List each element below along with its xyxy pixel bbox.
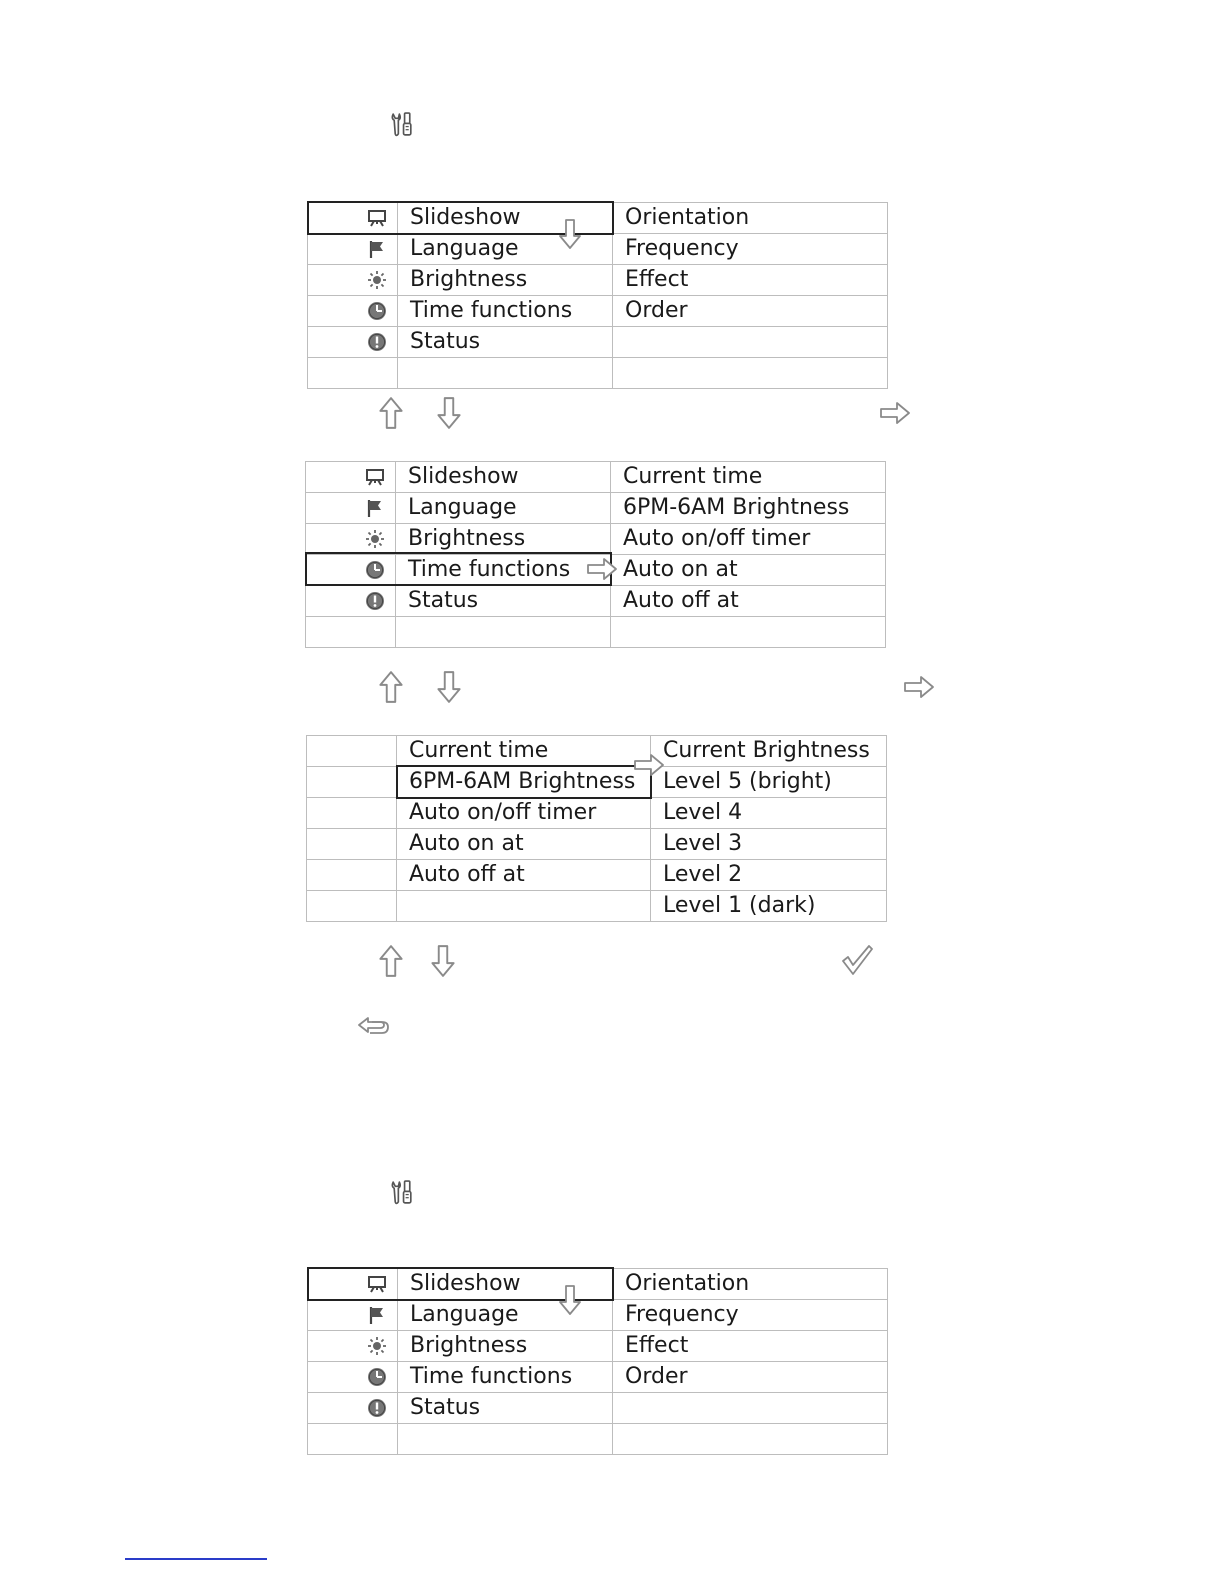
- menu-row[interactable]: [308, 1300, 888, 1331]
- back-icon: [356, 1014, 390, 1038]
- down-arrow-icon: [558, 1282, 582, 1318]
- slideshow-icon: [308, 203, 398, 234]
- menu-row[interactable]: [308, 296, 888, 327]
- menu-item-label[interactable]: Auto off at: [397, 860, 651, 891]
- menu-row[interactable]: [308, 1331, 888, 1362]
- menu-item-label[interactable]: Slideshow: [396, 462, 611, 493]
- submenu-item-label[interactable]: Current time: [611, 462, 886, 493]
- menu-table-2: [305, 461, 886, 648]
- menu-item-label[interactable]: Language: [398, 234, 613, 265]
- status-icon: [308, 327, 398, 358]
- right-arrow-icon: [879, 401, 911, 425]
- down-arrow-icon: [436, 396, 462, 430]
- menu-row[interactable]: [307, 829, 887, 860]
- submenu-item-label[interactable]: Level 1 (dark): [651, 891, 887, 922]
- brightness-icon: [306, 524, 396, 555]
- submenu-item-label[interactable]: Frequency: [613, 234, 888, 265]
- menu-row[interactable]: [307, 736, 887, 767]
- submenu-item-label[interactable]: 6PM-6AM Brightness: [611, 493, 886, 524]
- menu-row[interactable]: [307, 860, 887, 891]
- slideshow-icon: [306, 462, 396, 493]
- submenu-item-label[interactable]: Order: [613, 1362, 888, 1393]
- brightness-icon: [308, 265, 398, 296]
- menu-item-label: [397, 891, 651, 922]
- up-arrow-icon: [378, 670, 404, 704]
- menu-row[interactable]: [307, 798, 887, 829]
- submenu-item-label[interactable]: Order: [613, 296, 888, 327]
- checkmark-icon: [841, 944, 873, 976]
- down-arrow-icon: [436, 670, 462, 704]
- footer-link-underline[interactable]: [125, 1558, 267, 1560]
- menu-item-label[interactable]: Brightness: [398, 1331, 613, 1362]
- language-flag-icon: [306, 493, 396, 524]
- menu-item-label[interactable]: Status: [398, 327, 613, 358]
- menu-item-label[interactable]: Status: [398, 1393, 613, 1424]
- menu-row[interactable]: [308, 327, 888, 358]
- menu-item-label[interactable]: Language: [396, 493, 611, 524]
- menu-item-label[interactable]: Language: [398, 1300, 613, 1331]
- time-functions-icon: [308, 296, 398, 327]
- menu-item-label[interactable]: Slideshow: [398, 1269, 613, 1300]
- menu-row[interactable]: [308, 234, 888, 265]
- menu-row[interactable]: [308, 265, 888, 296]
- submenu-item-label[interactable]: [613, 1393, 888, 1424]
- menu-item-label[interactable]: 6PM-6AM Brightness: [397, 767, 651, 798]
- menu-row[interactable]: [307, 891, 887, 922]
- menu-row: [306, 617, 886, 648]
- menu-item-label[interactable]: Slideshow: [398, 203, 613, 234]
- right-arrow-icon: [903, 675, 935, 699]
- menu-row[interactable]: [308, 203, 888, 234]
- menu-item-label[interactable]: Brightness: [396, 524, 611, 555]
- menu-row: [308, 1424, 888, 1455]
- submenu-item-label[interactable]: Level 3: [651, 829, 887, 860]
- menu-item-label[interactable]: Time functions: [398, 1362, 613, 1393]
- submenu-item-label[interactable]: Auto on/off timer: [611, 524, 886, 555]
- language-flag-icon: [308, 1300, 398, 1331]
- slideshow-icon: [308, 1269, 398, 1300]
- setup-tools-icon: [389, 111, 416, 138]
- up-arrow-icon: [378, 944, 404, 978]
- status-icon: [308, 1393, 398, 1424]
- down-arrow-icon: [558, 216, 582, 252]
- submenu-item-label[interactable]: Frequency: [613, 1300, 888, 1331]
- submenu-item-label[interactable]: Effect: [613, 1331, 888, 1362]
- menu-row[interactable]: [306, 462, 886, 493]
- menu-item-label[interactable]: Current time: [397, 736, 651, 767]
- submenu-item-label[interactable]: Orientation: [613, 1269, 888, 1300]
- time-functions-icon: [306, 555, 396, 586]
- menu-row[interactable]: [308, 1269, 888, 1300]
- menu-table-4: [307, 1268, 888, 1455]
- menu-item-label[interactable]: Time functions: [398, 296, 613, 327]
- brightness-icon: [308, 1331, 398, 1362]
- menu-item-label[interactable]: Time functions: [396, 555, 611, 586]
- up-arrow-icon: [378, 396, 404, 430]
- submenu-item-label[interactable]: Level 5 (bright): [651, 767, 887, 798]
- submenu-item-label[interactable]: Auto on at: [611, 555, 886, 586]
- menu-row[interactable]: [306, 586, 886, 617]
- setup-tools-icon: [389, 1179, 416, 1206]
- menu-item-label[interactable]: Auto on/off timer: [397, 798, 651, 829]
- submenu-item-label[interactable]: Effect: [613, 265, 888, 296]
- menu-table-3: [306, 735, 887, 922]
- menu-item-label[interactable]: Status: [396, 586, 611, 617]
- menu-table-1: [307, 202, 888, 389]
- right-arrow-icon: [632, 753, 666, 777]
- time-functions-icon: [308, 1362, 398, 1393]
- menu-item-label[interactable]: Auto on at: [397, 829, 651, 860]
- submenu-item-label[interactable]: Level 2: [651, 860, 887, 891]
- submenu-item-label[interactable]: Orientation: [613, 203, 888, 234]
- down-arrow-icon: [430, 944, 456, 978]
- right-arrow-icon: [585, 557, 619, 581]
- submenu-item-label[interactable]: Current Brightness: [651, 736, 887, 767]
- submenu-item-label[interactable]: [613, 327, 888, 358]
- status-icon: [306, 586, 396, 617]
- menu-row[interactable]: [306, 493, 886, 524]
- submenu-item-label[interactable]: Level 4: [651, 798, 887, 829]
- menu-row[interactable]: [308, 1393, 888, 1424]
- menu-row[interactable]: [306, 524, 886, 555]
- language-flag-icon: [308, 234, 398, 265]
- menu-item-label[interactable]: Brightness: [398, 265, 613, 296]
- menu-row: [308, 358, 888, 389]
- menu-row[interactable]: [308, 1362, 888, 1393]
- menu-row[interactable]: [307, 767, 887, 798]
- submenu-item-label[interactable]: Auto off at: [611, 586, 886, 617]
